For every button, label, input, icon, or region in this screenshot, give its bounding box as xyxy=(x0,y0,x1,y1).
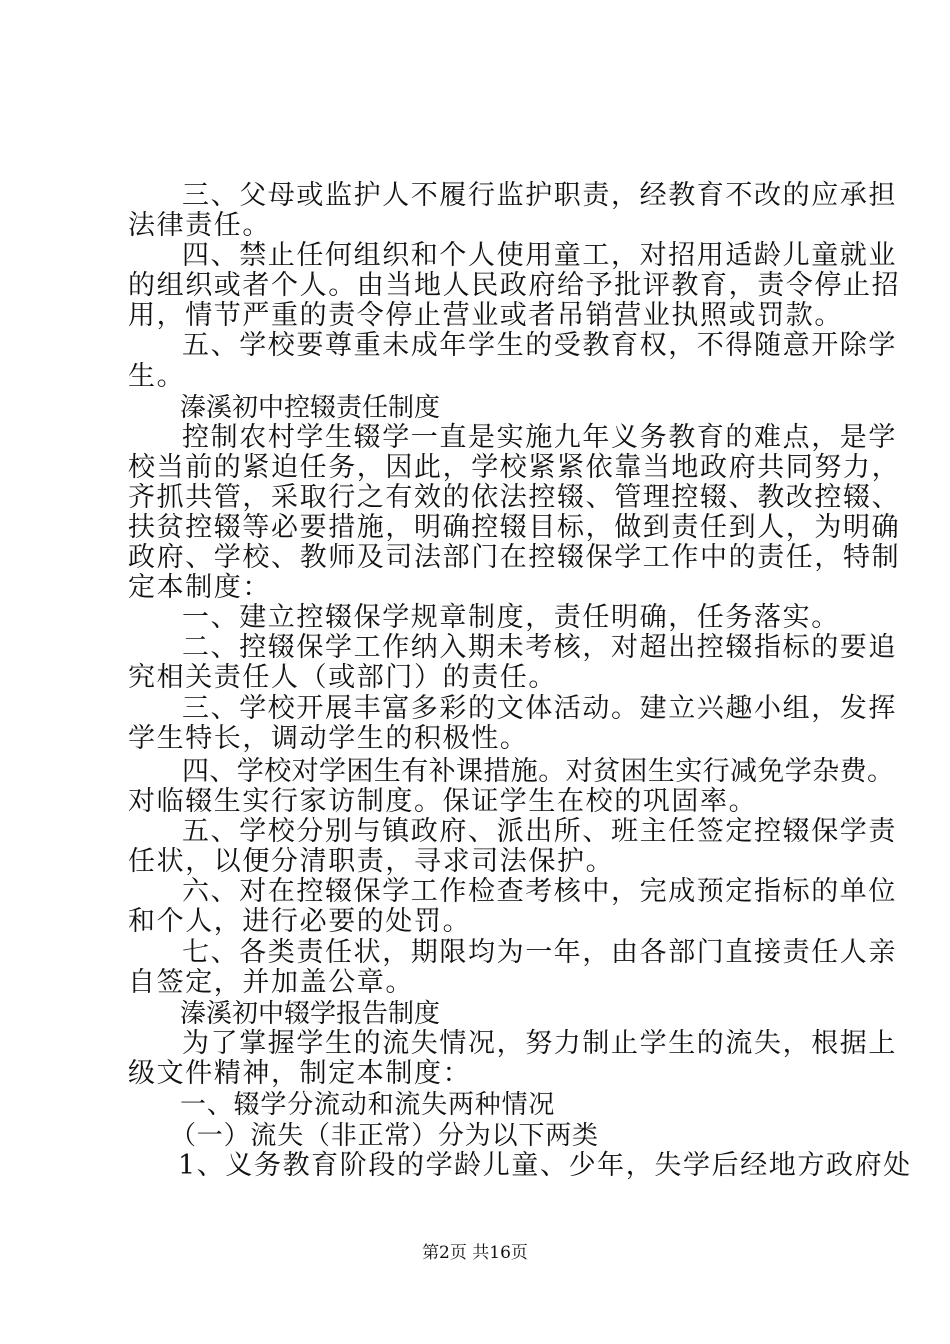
paragraph-line: 四、学校对学困生有补课措施。对贫困生实行减免学杂费。 xyxy=(182,756,895,787)
paragraph-line: 定本制度： xyxy=(128,572,271,603)
paragraph-line: 一、辍学分流动和流失两种情况 xyxy=(180,1090,556,1120)
paragraph-line: 自签定，并加盖公章。 xyxy=(128,967,414,998)
page-number-footer: 第2页 共16页 xyxy=(422,1243,528,1263)
paragraph-line: 校当前的紧迫任务，因此，学校紧紧依靠当地政府共同努力， xyxy=(128,452,901,483)
section-heading: 溱溪初中辍学报告制度 xyxy=(180,999,441,1029)
paragraph-line: 用，情节严重的责令停止营业或者吊销营业执照或罚款。 xyxy=(128,300,843,331)
paragraph-line: 1、义务教育阶段的学龄儿童、少年，失学后经地方政府处 xyxy=(178,1150,912,1181)
paragraph-line: 五、学校分别与镇政府、派出所、班主任签定控辍保学责 xyxy=(182,816,897,847)
paragraph-line: 六、对在控辍保学工作检查考核中，完成预定指标的单位 xyxy=(182,876,897,907)
paragraph-line: 七、各类责任状，期限均为一年，由各部门直接责任人亲 xyxy=(182,937,897,968)
paragraph-line: 扶贫控辍等必要措施，明确控辍目标，做到责任到人，为明确 xyxy=(128,512,901,543)
paragraph-line: 控制农村学生辍学一直是实施九年义务教育的难点，是学 xyxy=(182,422,897,453)
paragraph-line: 究相关责任人（或部门）的责任。 xyxy=(128,662,557,693)
paragraph-line: 三、父母或监护人不履行监护职责，经教育不改的应承担 xyxy=(182,180,897,211)
paragraph-line: 法律责任。 xyxy=(128,210,271,241)
paragraph-line: 任状，以便分清职责，寻求司法保护。 xyxy=(128,846,615,877)
paragraph-line: 为了掌握学生的流失情况，努力制止学生的流失，根据上 xyxy=(182,1028,897,1059)
paragraph-line: 一、建立控辍保学规章制度，责任明确，任务落实。 xyxy=(182,602,840,633)
paragraph-line: 五、学校要尊重未成年学生的受教育权，不得随意开除学 xyxy=(182,330,897,361)
paragraph-line: 政府、学校、教师及司法部门在控辍保学工作中的责任，特制 xyxy=(128,542,901,573)
paragraph-line: 的组织或者个人。由当地人民政府给予批评教育，责令停止招 xyxy=(128,270,901,301)
paragraph-line: 级文件精神，制定本制度： xyxy=(128,1058,472,1089)
paragraph-line: 三、学校开展丰富多彩的文体活动。建立兴趣小组，发挥 xyxy=(182,693,897,724)
paragraph-line: （一）流失（非正常）分为以下两类 xyxy=(170,1121,599,1151)
paragraph-line: 四、禁止任何组织和个人使用童工，对招用适龄儿童就业 xyxy=(182,240,897,271)
paragraph-line: 生。 xyxy=(128,361,186,392)
paragraph-line: 对临辍生实行家访制度。保证学生在校的巩固率。 xyxy=(128,786,758,817)
paragraph-line: 学生特长，调动学生的积极性。 xyxy=(128,723,529,754)
paragraph-line: 二、控辍保学工作纳入期未考核，对超出控辍指标的要追 xyxy=(182,632,897,663)
paragraph-line: 齐抓共管，采取行之有效的依法控辍、管理控辍、教改控辍、 xyxy=(128,482,901,513)
paragraph-line: 和个人，进行必要的处罚。 xyxy=(128,906,472,937)
section-heading: 溱溪初中控辍责任制度 xyxy=(180,393,441,423)
